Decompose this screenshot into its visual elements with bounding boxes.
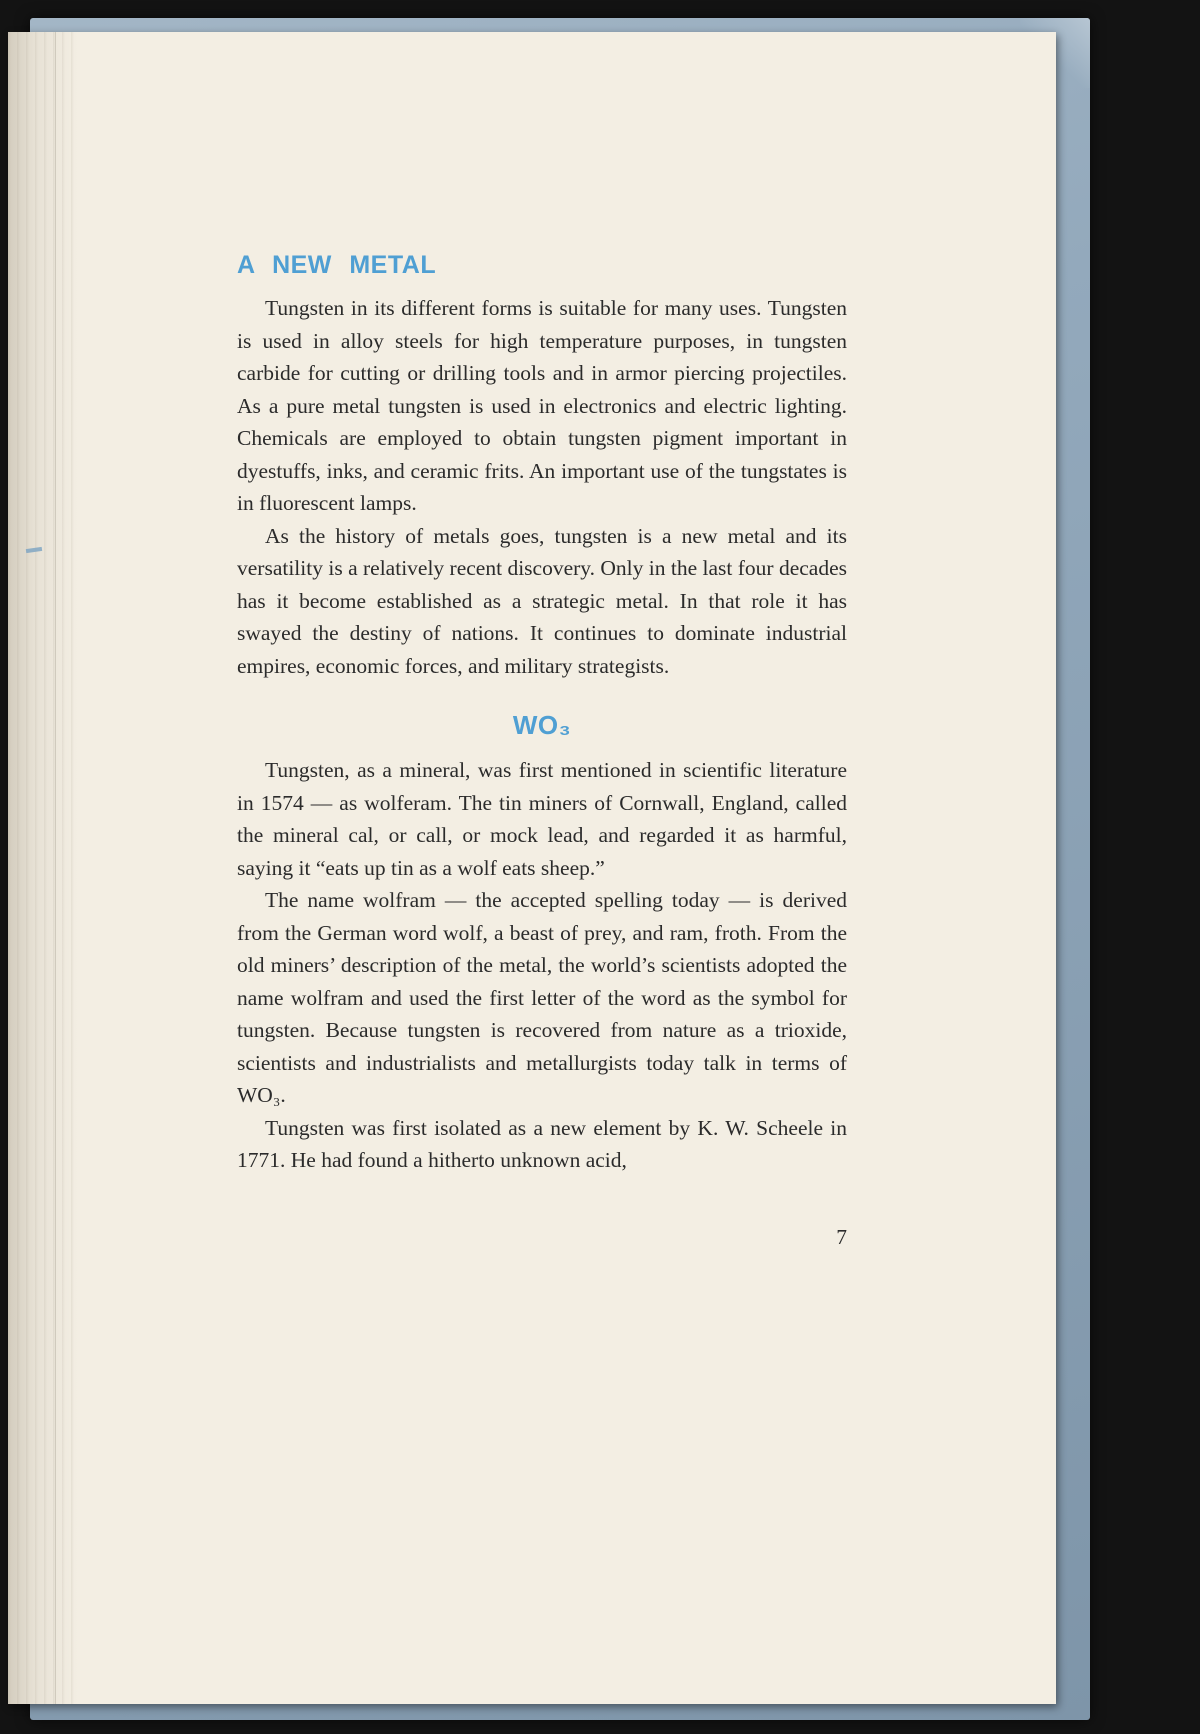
edge-mark — [26, 547, 42, 553]
paragraph: Tungsten in its different forms is suitable for many uses. Tungsten is used in alloy steels for high temperature purposes, in tungsten carbide for cutting or drilling tools and in armor piercing projectiles. As a pure metal tungsten is used in electronics and electric lighting. Chemicals are employed to obtain tungsten pigment important in dyestuffs, inks, and ceramic frits. An important use of the tungstates is in fluorescent lamps. — [237, 296, 847, 515]
paragraph: Tungsten, as a mineral, was first mentioned in scientific literature in 1574 — as wolferam. The tin miners of Cornwall, England, called the mineral cal, or call, or mock lead, and regarded it as harmful, saying it “eats up tin as a wolf eats sheep.” — [237, 758, 847, 880]
page-gutter-shadow — [8, 32, 78, 1704]
page-content — [237, 250, 847, 1253]
book-page — [8, 32, 1056, 1704]
page-number: 7 — [836, 1224, 847, 1249]
section-heading-wo3: WO₃ — [512, 710, 572, 740]
paragraph: The name wolfram — the accepted spelling today — is derived from the German word wolf, a beast of prey, and ram, froth. From the old miners’ description of the metal, the world’s scientists adopted the name wolfram and used the first letter of the word as the symbol for tungsten. Because tungsten is recovered from nature as a trioxide, scientists and industrialists and metallurgists today talk in terms of WO₃. — [237, 888, 847, 1107]
section-heading-a-new-metal: A NEW METAL — [237, 251, 437, 279]
paragraph: Tungsten was first isolated as a new element by K. W. Scheele in 1771. He had found a hitherto unknown acid, — [237, 1115, 847, 1172]
paragraph: As the history of metals goes, tungsten is a new metal and its versatility is a relatively recent discovery. Only in the last four decades has it become established as a strategic metal. In that role it has swayed the destiny of nations. It continues to dominate industrial empires, economic forces, and military strategists. — [237, 523, 847, 678]
binding-crease — [55, 32, 56, 1704]
